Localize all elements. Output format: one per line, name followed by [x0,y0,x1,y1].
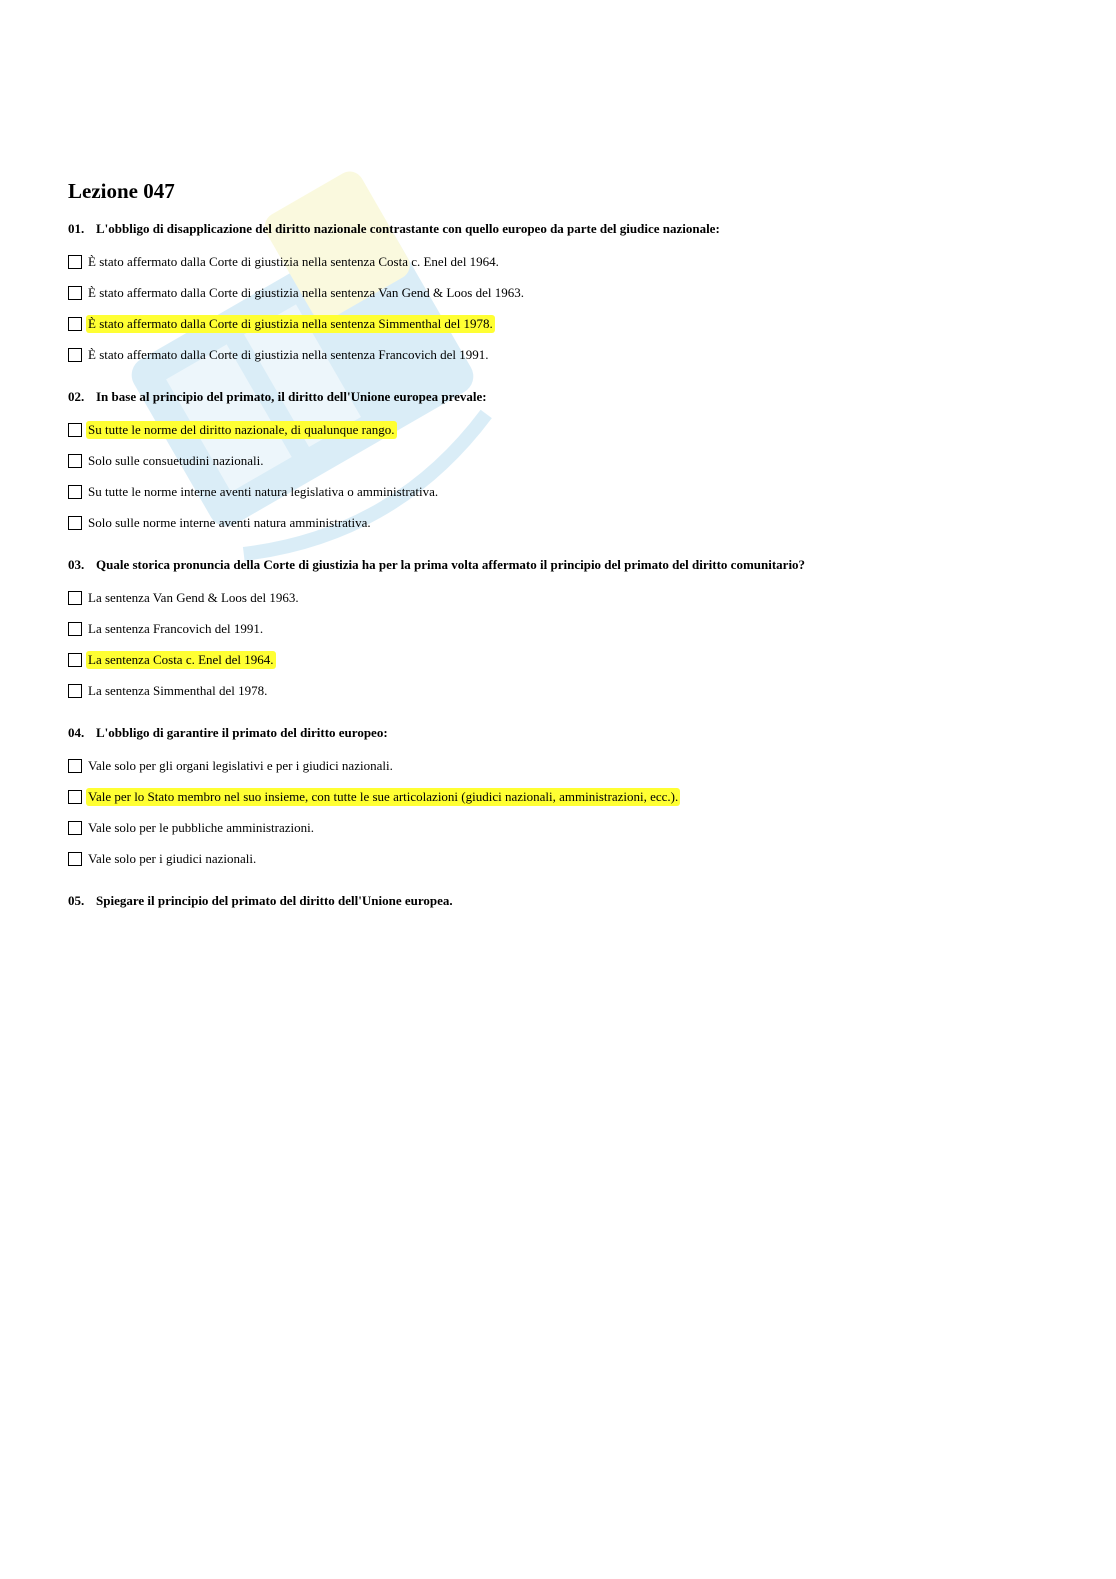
question-prompt: Quale storica pronuncia della Corte di giustizia ha per la prima volta affermato il principio del primato del diritto comunitario? [96,557,806,572]
answer-text: Solo sulle consuetudini nazionali. [88,452,264,468]
answer-text-highlighted: Vale per lo Stato membro nel suo insieme, con tutte le sue articolazioni (giudici nazionali, amministrazioni, ecc.). [88,788,679,804]
answer-checkbox[interactable] [68,454,82,468]
answer-checkbox[interactable] [68,255,82,269]
answer-text: Vale solo per gli organi legislativi e per i giudici nazionali. [88,757,393,773]
answer-text: La sentenza Simmenthal del 1978. [88,682,268,698]
answer-option [68,414,1048,445]
answer-text-highlighted: Su tutte le norme del diritto nazionale, di qualunque rango. [88,421,395,437]
question-number: 03. [68,557,85,572]
answer-checkbox[interactable] [68,423,82,437]
answer-text: È stato affermato dalla Corte di giustizia nella sentenza Van Gend & Loos del 1963. [88,284,524,300]
answer-option [68,675,1048,706]
answer-option [68,812,1048,843]
answer-text: È stato affermato dalla Corte di giustizia nella sentenza Costa c. Enel del 1964. [88,253,499,269]
question-prompt: L'obbligo di disapplicazione del diritto nazionale contrastante con quello europeo da parte del giudice nazionale: [96,221,720,236]
answer-checkbox[interactable] [68,591,82,605]
question-number: 02. [68,389,85,404]
question-text [68,386,1048,408]
answer-text: La sentenza Francovich del 1991. [88,620,264,636]
answer-text: Su tutte le norme interne aventi natura legislativa o amministrativa. [88,483,439,499]
answer-checkbox[interactable] [68,653,82,667]
answer-checkbox[interactable] [68,790,82,804]
option-list [68,750,1048,874]
question-number: 01. [68,221,85,236]
answer-checkbox[interactable] [68,485,82,499]
question-number: 05. [68,893,85,908]
question-prompt: L'obbligo di garantire il primato del diritto europeo: [96,725,388,740]
question-text [68,218,1048,240]
answer-text: Vale solo per i giudici nazionali. [88,850,257,866]
answer-checkbox[interactable] [68,821,82,835]
answer-checkbox[interactable] [68,286,82,300]
answer-text-highlighted: È stato affermato dalla Corte di giustizia nella sentenza Simmenthal del 1978. [88,315,493,331]
answer-checkbox[interactable] [68,348,82,362]
question-2 [68,386,1048,538]
answer-text: È stato affermato dalla Corte di giustizia nella sentenza Francovich del 1991. [88,346,489,362]
question-4 [68,722,1048,874]
answer-text: Solo sulle norme interne aventi natura amministrativa. [88,514,371,530]
question-prompt: In base al principio del primato, il diritto dell'Unione europea prevale: [96,389,487,404]
question-1 [68,218,1048,370]
answer-checkbox[interactable] [68,759,82,773]
question-prompt: Spiegare il principio del primato del diritto dell'Unione europea. [96,893,453,908]
option-list [68,246,1048,370]
answer-checkbox[interactable] [68,516,82,530]
answer-option [68,277,1048,308]
answer-option [68,781,1048,812]
answer-option [68,613,1048,644]
answer-option [68,308,1048,339]
answer-option [68,507,1048,538]
answer-option [68,476,1048,507]
question-text [68,722,1048,744]
answer-option [68,843,1048,874]
question-text [68,890,1048,912]
question-number: 04. [68,725,85,740]
answer-text: La sentenza Van Gend & Loos del 1963. [88,589,299,605]
question-list [68,218,1048,912]
question-5 [68,890,1048,912]
question-3 [68,554,1048,706]
answer-option [68,750,1048,781]
option-list [68,582,1048,706]
answer-option [68,582,1048,613]
answer-option [68,339,1048,370]
answer-option [68,644,1048,675]
answer-option [68,445,1048,476]
answer-text: Vale solo per le pubbliche amministrazioni. [88,819,314,835]
answer-checkbox[interactable] [68,852,82,866]
answer-checkbox[interactable] [68,317,82,331]
document-page [68,176,1048,928]
answer-option [68,246,1048,277]
answer-checkbox[interactable] [68,622,82,636]
option-list [68,414,1048,538]
lesson-title: Lezione 047 [68,179,175,203]
answer-text-highlighted: La sentenza Costa c. Enel del 1964. [88,651,274,667]
question-text [68,554,1048,576]
answer-checkbox[interactable] [68,684,82,698]
